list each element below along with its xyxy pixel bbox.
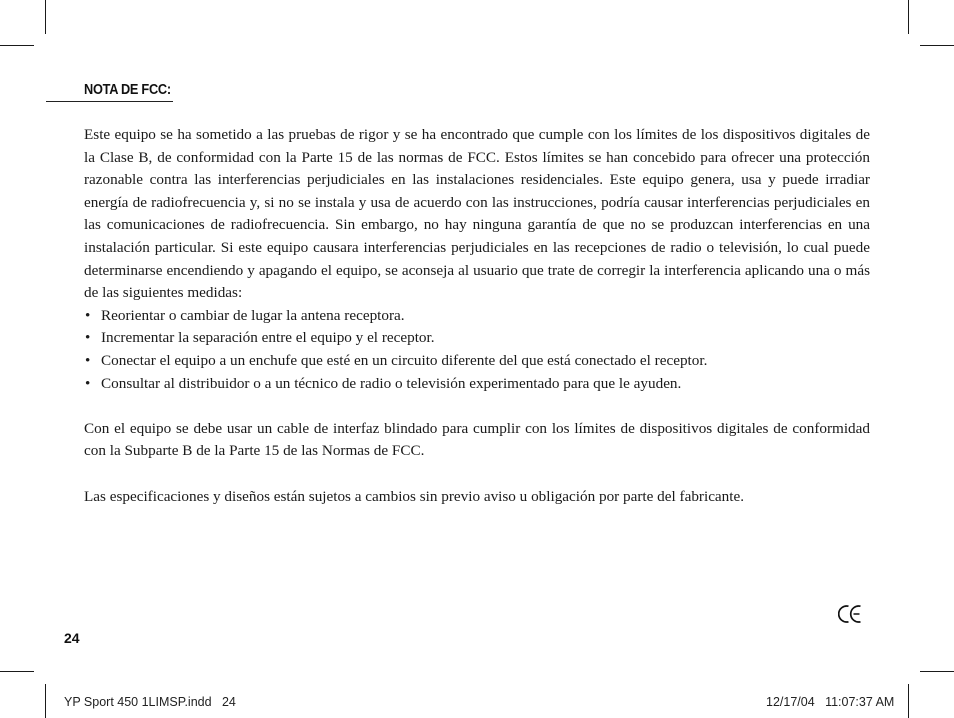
list-item <box>84 305 870 328</box>
crop-mark-top-left-vertical <box>45 0 46 34</box>
crop-mark-bottom-right-vertical <box>908 684 909 718</box>
crop-mark-top-left-horizontal <box>0 45 34 46</box>
list-item-text: Reorientar o cambiar de lugar la antena receptora. <box>101 306 405 324</box>
list-item-text: Consultar al distribuidor o a un técnico de radio o televisión experimentado para que le ayuden. <box>101 374 682 392</box>
bullet-icon: • <box>85 351 91 369</box>
specifications-paragraph: Las especificaciones y diseños están sujetos a cambios sin previo aviso u obligación por parte del fabricante. <box>84 487 745 505</box>
bullet-icon: • <box>85 306 91 324</box>
bullet-icon: • <box>85 374 91 392</box>
bullet-icon: • <box>85 329 91 347</box>
measures-list <box>84 305 870 395</box>
crop-mark-bottom-right-horizontal <box>920 671 954 672</box>
list-item <box>84 373 870 396</box>
fcc-paragraph: Este equipo se ha sometido a las pruebas de rigor y se ha encontrado que cumple con los límites de los dispositivos digitales de la Clase B, de conformidad con la Parte 15 de las normas de FCC. Estos límites se han concebido para ofrecer una protección razonable contra las interferencias perjudiciales en las instalaciones residenciales. Este equipo genera, usa y puede irradiar energía de radiofrecuencia y, si no se instala y usa de acuerdo con las instrucciones, podría causar interferencias perjudiciales en las comunicaciones de radiofrecuencia. Sin embargo, no hay ninguna garantía de que no se produzcan interferencias en una instalación particular. Si este equipo causara interferencias perjudiciales en las recepciones de radio o televisión, lo cual puede determinarse encendiendo y apagando el equipo, se aconseja al usuario que trate de corregir la interferencia aplicando una o más de las siguientes medidas: <box>84 126 870 302</box>
footer-file-name: YP Sport 450 1LIMSP.indd 24 <box>64 695 236 709</box>
crop-mark-bottom-left-vertical <box>45 684 46 718</box>
document-body <box>84 124 870 508</box>
heading-underline <box>46 101 173 102</box>
list-item-text: Incrementar la separación entre el equipo y el receptor. <box>101 329 435 347</box>
page-number: 24 <box>64 630 80 646</box>
ce-mark-icon <box>838 604 862 624</box>
spacer <box>84 463 870 486</box>
list-item <box>84 350 870 373</box>
list-item-text: Conectar el equipo a un enchufe que esté en un circuito diferente del que está conectado el receptor. <box>101 351 708 369</box>
crop-mark-top-right-vertical <box>908 0 909 34</box>
spacer <box>84 395 870 418</box>
crop-mark-top-right-horizontal <box>920 45 954 46</box>
list-item <box>84 327 870 350</box>
section-heading: NOTA DE FCC: <box>84 82 171 98</box>
footer-timestamp: 12/17/04 11:07:37 AM <box>766 695 895 709</box>
crop-mark-bottom-left-horizontal <box>0 671 34 672</box>
cable-paragraph: Con el equipo se debe usar un cable de interfaz blindado para cumplir con los límites de dispositivos digitales de conformidad con la Subparte B de la Parte 15 de las Normas de FCC. <box>84 419 870 460</box>
